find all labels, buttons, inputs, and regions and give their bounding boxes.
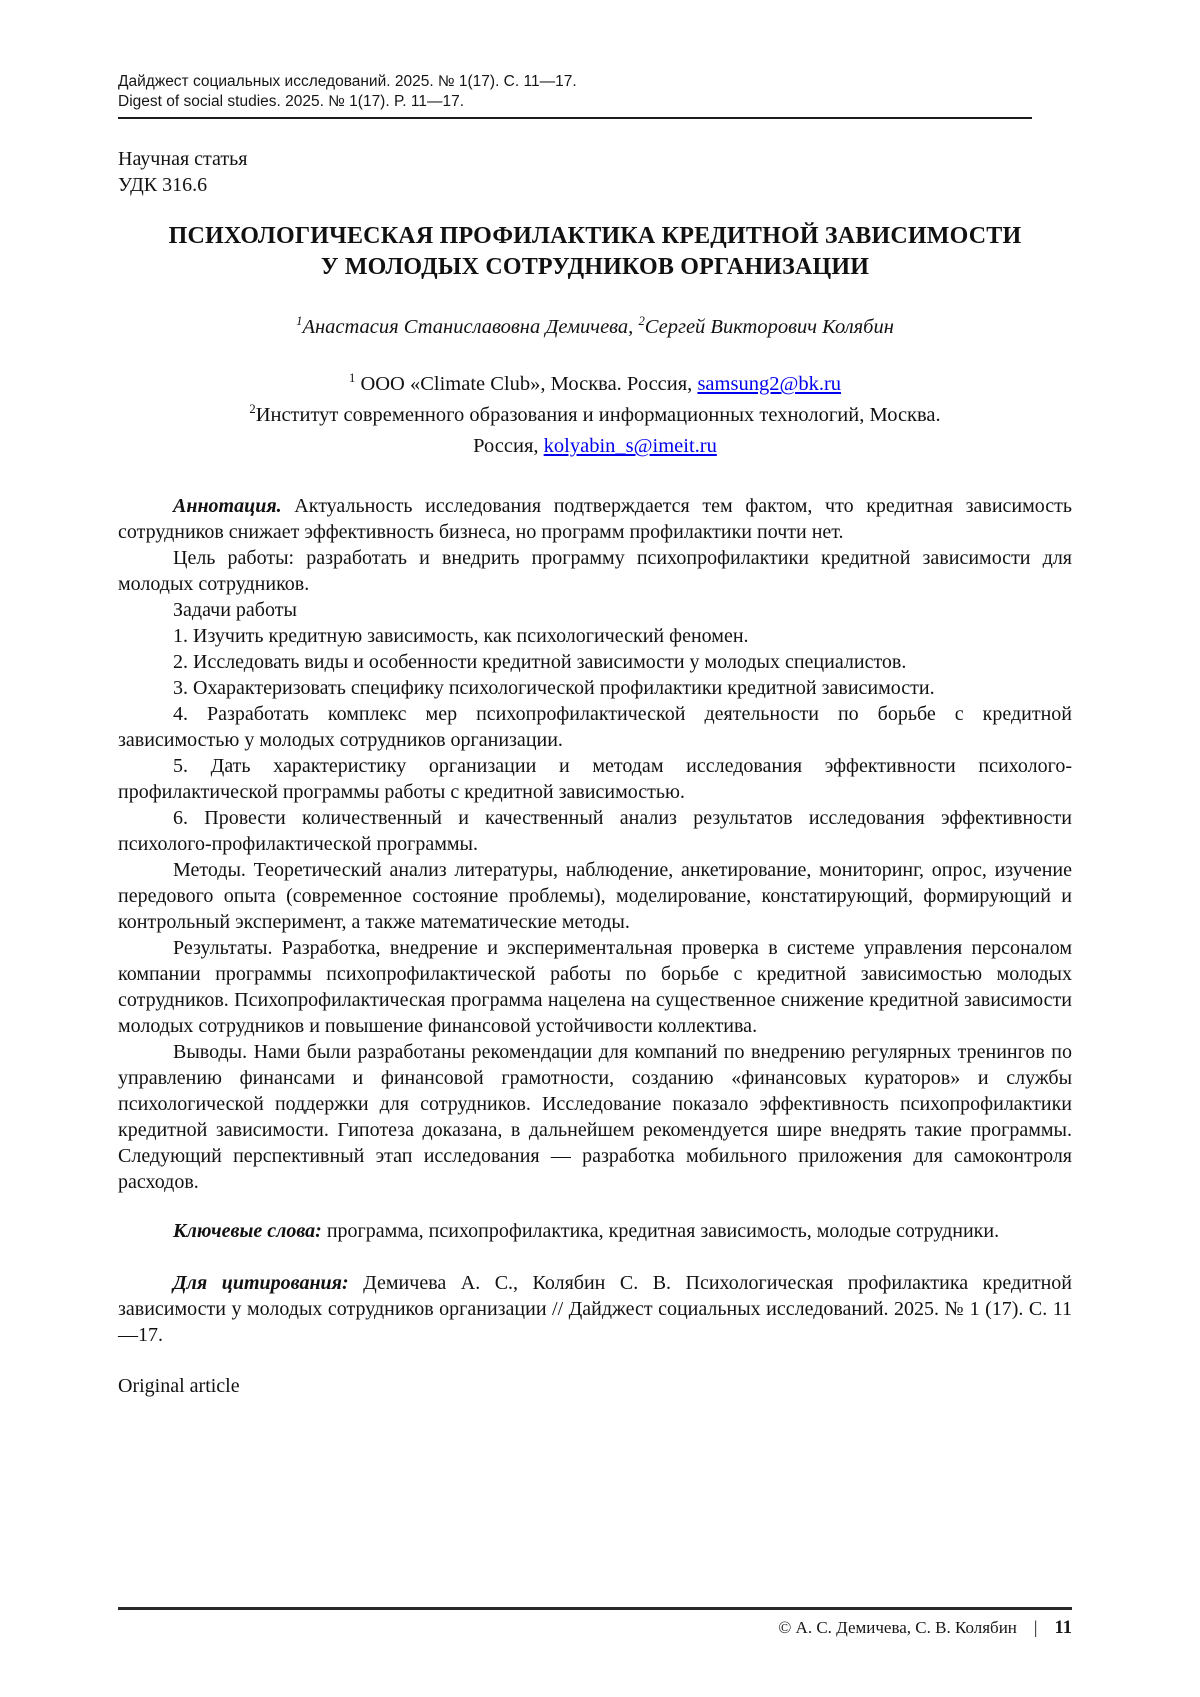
- footer-copyright: © А. С. Демичева, С. В. Колябин: [778, 1618, 1017, 1637]
- page-title: [118, 221, 1072, 283]
- footer-separator: |: [1033, 1617, 1038, 1637]
- abstract-paragraph: [118, 493, 1072, 545]
- header-rule: [118, 117, 1032, 119]
- paragraph-text: 1. Изучить кредитную зависимость, как психологический феномен.: [173, 625, 749, 647]
- footer-page-number: 11: [1054, 1618, 1072, 1638]
- author-2-name: Сергей Викторович Колябин: [644, 316, 894, 338]
- paragraph-text: Задачи работы: [173, 599, 297, 621]
- footer-line: [118, 1610, 1072, 1639]
- udc-label: УДК 316.6: [118, 174, 208, 196]
- keywords-text: программа, психопрофилактика, кредитная зависимость, молодые сотрудники.: [321, 1220, 1000, 1242]
- abstract-section: [118, 493, 1072, 1195]
- paragraph-text: Цель работы: разработать и внедрить программу психопрофилактики кредитной зависимости для молодых сотрудников.: [118, 547, 1072, 595]
- title-line-1: ПСИХОЛОГИЧЕСКАЯ ПРОФИЛАКТИКА КРЕДИТНОЙ ЗАВИСИМОСТИ: [168, 223, 1022, 249]
- affiliation-2-text: Институт современного образования и информационных технологий, Москва.: [255, 404, 941, 426]
- paragraph-text: 4. Разработать комплекс мер психопрофилактической деятельности по борьбе с кредитной зависимостью у молодых сотрудников организации.: [118, 703, 1072, 751]
- keywords-paragraph: [118, 1218, 1072, 1244]
- title-line-2: У МОЛОДЫХ СОТРУДНИКОВ ОРГАНИЗАЦИИ: [320, 254, 870, 280]
- affiliation-2-line-1: [118, 400, 1072, 431]
- citation-text: Демичева А. С., Колябин С. В. Психологическая профилактика кредитной зависимости у молодых сотрудников организации // Дайджест социальных исследований. 2025. № 1 (17). С. 11—17.: [118, 1272, 1072, 1346]
- paragraph-text: Методы. Теоретический анализ литературы, наблюдение, анкетирование, мониторинг, опрос, изучение передового опыта (современное состояние проблемы), моделирование, констатирующий, формирующий и контрольный эксперимент, а также математические методы.: [118, 859, 1072, 933]
- article-meta: [118, 146, 1072, 198]
- affiliation-1: [118, 369, 1072, 400]
- author-1-name: Анастасия Станиславовна Демичева,: [302, 316, 639, 338]
- abstract-paragraph: [118, 857, 1072, 935]
- article-type-en: Original article: [118, 1375, 240, 1397]
- abstract-paragraph: [118, 805, 1072, 857]
- affiliation-1-email-link[interactable]: samsung2@bk.ru: [697, 373, 842, 395]
- journal-header: [118, 72, 1072, 112]
- paragraph-lead: Аннотация.: [173, 495, 282, 517]
- abstract-paragraph: [118, 1039, 1072, 1195]
- paragraph-text: 6. Провести количественный и качественный анализ результатов исследования эффективности психолого-профилактической программы.: [118, 807, 1072, 855]
- paragraph-text: 2. Исследовать виды и особенности кредитной зависимости у молодых специалистов.: [173, 651, 907, 673]
- abstract-paragraph: [118, 623, 1072, 649]
- citation-paragraph: [118, 1270, 1072, 1348]
- keywords-lead: Ключевые слова:: [173, 1220, 322, 1242]
- abstract-paragraph: [118, 675, 1072, 701]
- author-1-superscript: 1: [296, 314, 303, 329]
- affiliation-1-text: ООО «Climate Club», Москва. Россия,: [355, 373, 698, 395]
- article-type-ru: Научная статья: [118, 148, 248, 170]
- abstract-paragraph: [118, 935, 1072, 1039]
- abstract-paragraph: [118, 649, 1072, 675]
- journal-header-line-en: Digest of social studies. 2025. № 1(17). P. 11—17.: [118, 93, 465, 110]
- paragraph-text: Результаты. Разработка, внедрение и экспериментальная проверка в системе управления персоналом компании программы психопрофилактической работы по борьбе с кредитной зависимостью молодых сотрудников. Психопрофилактическая программа нацелена на существенное снижение кредитной зависимости молодых сотрудников и повышение финансовой устойчивости коллектива.: [118, 937, 1072, 1037]
- authors-line: [118, 314, 1072, 340]
- affiliation-2-line-2: [118, 431, 1072, 462]
- paragraph-text: 5. Дать характеристику организации и методам исследования эффективности психолого-профилактической программы работы с кредитной зависимостью.: [118, 755, 1072, 803]
- paragraph-text: 3. Охарактеризовать специфику психологической профилактики кредитной зависимости.: [173, 677, 935, 699]
- journal-header-line-ru: Дайджест социальных исследований. 2025. № 1(17). С. 11—17.: [118, 73, 577, 90]
- abstract-paragraph: [118, 545, 1072, 597]
- abstract-paragraph: [118, 701, 1072, 753]
- affiliation-2-text-continued: Россия,: [473, 435, 544, 457]
- citation-lead: Для цитирования:: [173, 1272, 349, 1294]
- affiliation-2-superscript: 2: [249, 402, 256, 417]
- affiliations-block: [118, 369, 1072, 462]
- affiliation-2-email-link[interactable]: kolyabin_s@imeit.ru: [543, 435, 717, 457]
- paragraph-text: Актуальность исследования подтверждается тем фактом, что кредитная зависимость сотрудников снижает эффективность бизнеса, но программ профилактики почти нет.: [118, 495, 1072, 543]
- paragraph-text: Выводы. Нами были разработаны рекомендации для компаний по внедрению регулярных тренингов по управлению финансами и финансовой грамотности, созданию «финансовых кураторов» и службы психологической поддержки для сотрудников. Исследование показало эффективность психопрофилактики кредитной зависимости. Гипотеза доказана, в дальнейшем рекомендуется шире внедрять такие программы. Следующий перспективный этап исследования — разработка мобильного приложения для самоконтроля расходов.: [118, 1041, 1072, 1193]
- page-footer: [118, 1607, 1072, 1639]
- abstract-paragraph: [118, 597, 1072, 623]
- author-2-superscript: 2: [638, 314, 645, 329]
- abstract-paragraph: [118, 753, 1072, 805]
- affiliation-1-superscript: 1: [348, 371, 356, 386]
